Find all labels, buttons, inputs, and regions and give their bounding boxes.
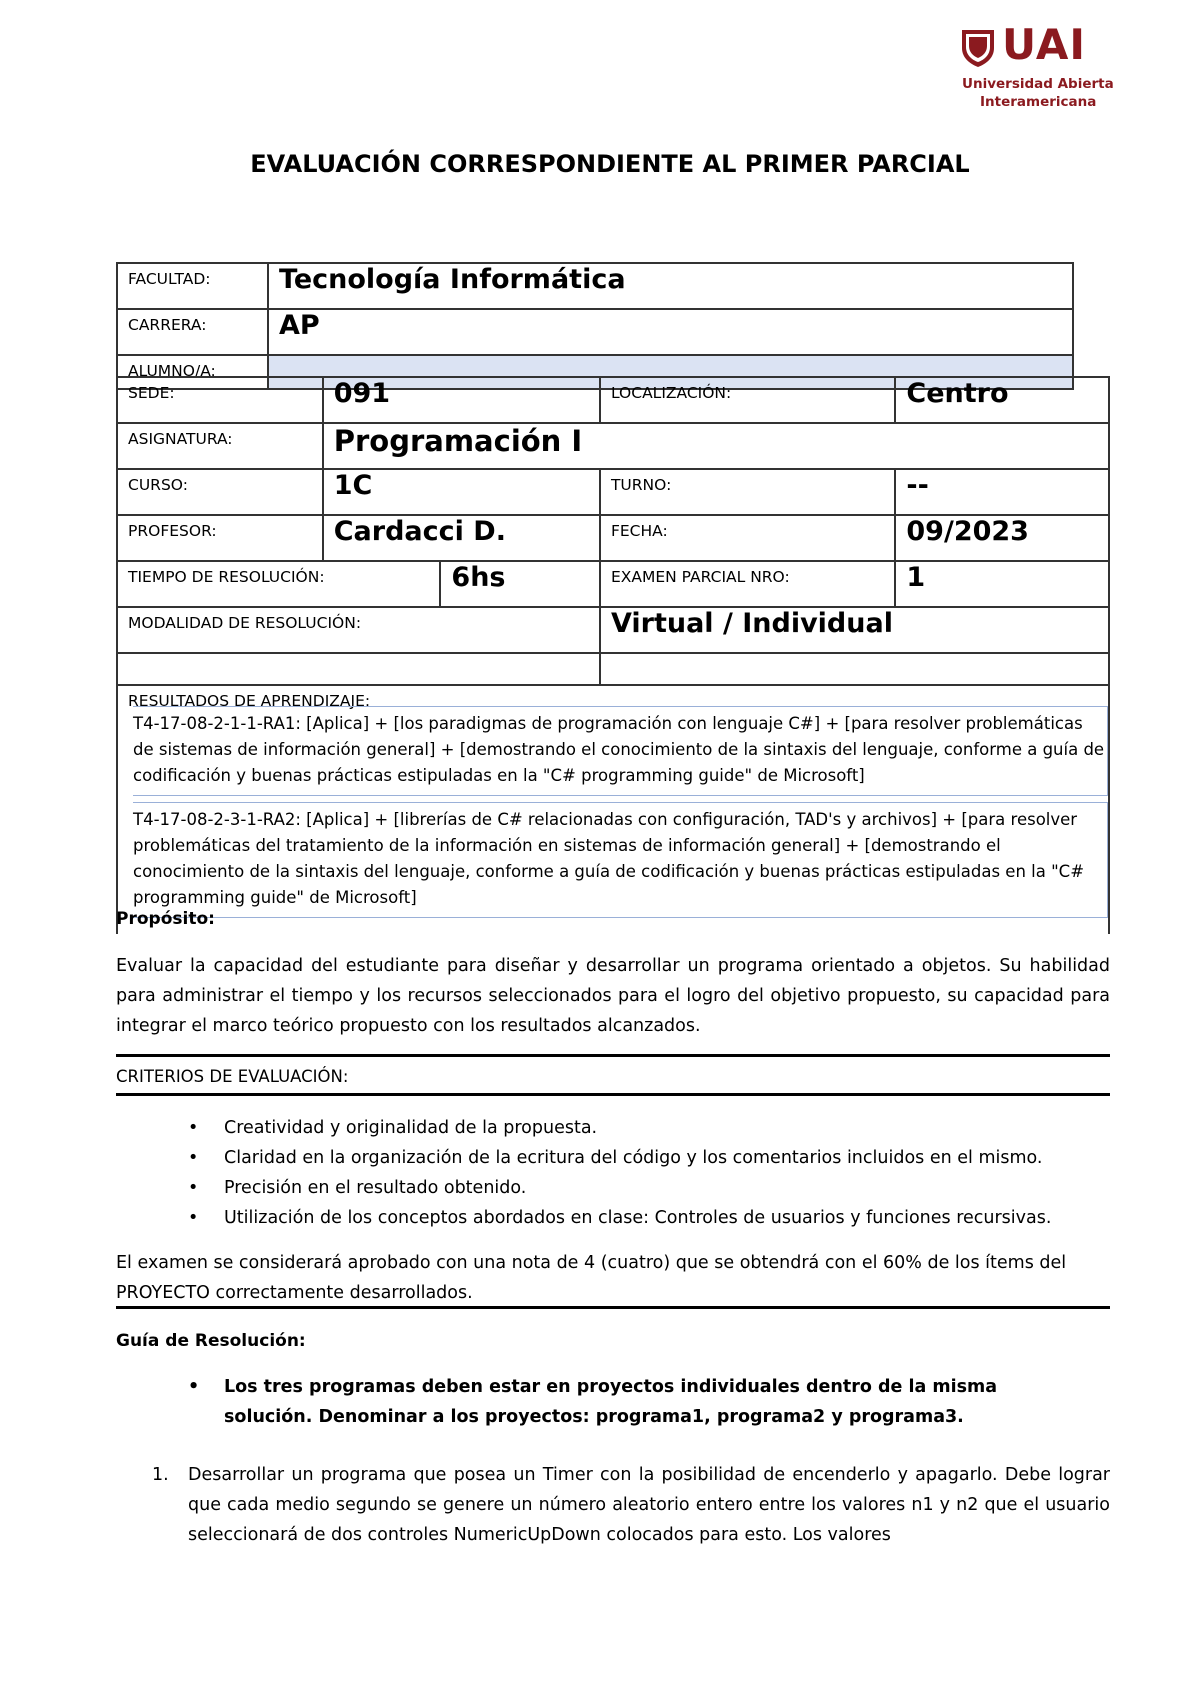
examen-label: EXAMEN PARCIAL NRO:: [600, 561, 895, 607]
profesor-value: Cardacci D.: [323, 515, 600, 561]
tiempo-label: TIEMPO DE RESOLUCIÓN:: [117, 561, 440, 607]
page-title: EVALUACIÓN CORRESPONDIENTE AL PRIMER PARCIAL: [250, 150, 970, 178]
logo-acronym: UAI: [1002, 20, 1086, 69]
logo-line-2: Interamericana: [980, 94, 1097, 110]
empty-cell-left: [117, 653, 600, 685]
fecha-value: 09/2023: [895, 515, 1109, 561]
divider: [116, 1054, 1110, 1057]
list-item: • Los tres programas deben estar en proyectos individuales dentro de la misma solución. Denominar a los proyectos: programa1, programa2 y programa3.: [180, 1372, 1040, 1432]
carrera-label: CARRERA:: [117, 309, 268, 355]
resultados-label: RESULTADOS DE APRENDIZAJE:: [117, 685, 1109, 934]
localizacion-label: LOCALIZACIÓN:: [600, 377, 895, 423]
turno-label: TURNO:: [600, 469, 895, 515]
proposito-text: Evaluar la capacidad del estudiante para diseñar y desarrollar un programa orientado a objetos. Su habilidad para administrar el tiempo y los recursos seleccionados para el logro del objetivo propuesto, su capacidad para integrar el marco teórico propuesto con los resultados alcanzados.: [116, 956, 1110, 1036]
examen-value: 1: [895, 561, 1109, 607]
empty-cell-right: [600, 653, 1109, 685]
tiempo-value: 6hs: [440, 561, 600, 607]
profesor-label: PROFESOR:: [117, 515, 323, 561]
curso-label: CURSO:: [117, 469, 323, 515]
guia-list: [180, 1372, 1040, 1432]
divider: [116, 1306, 1110, 1309]
curso-value: 1C: [323, 469, 600, 515]
guia-heading: Guía de Resolución:: [116, 1331, 306, 1351]
asignatura-value: Programación I: [323, 423, 1109, 469]
shield-icon: [960, 28, 996, 68]
facultad-value: Tecnología Informática: [268, 263, 1073, 309]
list-item: • Precisión en el resultado obtenido.: [180, 1173, 1100, 1203]
item-number: 1.: [152, 1465, 169, 1485]
ra-item-1: T4-17-08-2-1-1-RA1: [Aplica] + [los paradigmas de programación con lenguaje C#] + [para resolver problemáticas de sistemas de información general] + [demostrando el conocimiento de la sintaxis del lenguaje, conforme a guía de codificación y buenas prácticas estipuladas en la "C# programming guide" de Microsoft]: [133, 706, 1108, 796]
list-item: • Claridad en la organización de la ecritura del código y los comentarios incluidos en el mismo.: [180, 1143, 1100, 1173]
list-item: • Creatividad y originalidad de la propuesta.: [180, 1113, 1100, 1143]
fecha-label: FECHA:: [600, 515, 895, 561]
list-item: • Utilización de los conceptos abordados en clase: Controles de usuarios y funciones recursivas.: [180, 1203, 1100, 1233]
guia-item-1: Desarrollar un programa que posea un Timer con la posibilidad de encenderlo y apagarlo. Debe lograr que cada medio segundo se genere un número aleatorio entero entre los valores n1 y n2 que el usuario seleccionará de dos controles NumericUpDown colocados para esto. Los valores: [188, 1465, 1110, 1545]
localizacion-value: Centro: [895, 377, 1109, 423]
criterios-heading: CRITERIOS DE EVALUACIÓN:: [116, 1067, 349, 1086]
facultad-label: FACULTAD:: [117, 263, 268, 309]
modalidad-value: Virtual / Individual: [600, 607, 1109, 653]
logo-line-1: Universidad Abierta: [962, 76, 1114, 92]
turno-value: --: [895, 469, 1109, 515]
carrera-value: AP: [268, 309, 1073, 355]
aprobacion-text: El examen se considerará aprobado con una nota de 4 (cuatro) que se obtendrá con el 60% de los ítems del PROYECTO correctamente desarrollados.: [116, 1253, 1067, 1303]
modalidad-label: MODALIDAD DE RESOLUCIÓN:: [117, 607, 600, 653]
sede-value: 091: [323, 377, 600, 423]
header-table-top: [116, 262, 1074, 390]
ra-item-2: T4-17-08-2-3-1-RA2: [Aplica] + [librerías de C# relacionadas con configuración, TAD's y archivos] + [para resolver problemáticas del tratamiento de la información en sistemas de información general] + [demostrando el conocimiento de la sintaxis del lenguaje, conforme a guía de codificación y buenas prácticas estipuladas en la "C# programming guide" de Microsoft]: [133, 802, 1108, 918]
divider: [116, 1093, 1110, 1096]
criterios-list: [180, 1113, 1100, 1233]
alumno-label: ALUMNO/A:: [117, 355, 268, 389]
uai-logo: [960, 20, 1114, 116]
sede-label: SEDE:: [117, 377, 323, 423]
proposito-heading: Propósito:: [116, 909, 215, 929]
asignatura-label: ASIGNATURA:: [117, 423, 323, 469]
